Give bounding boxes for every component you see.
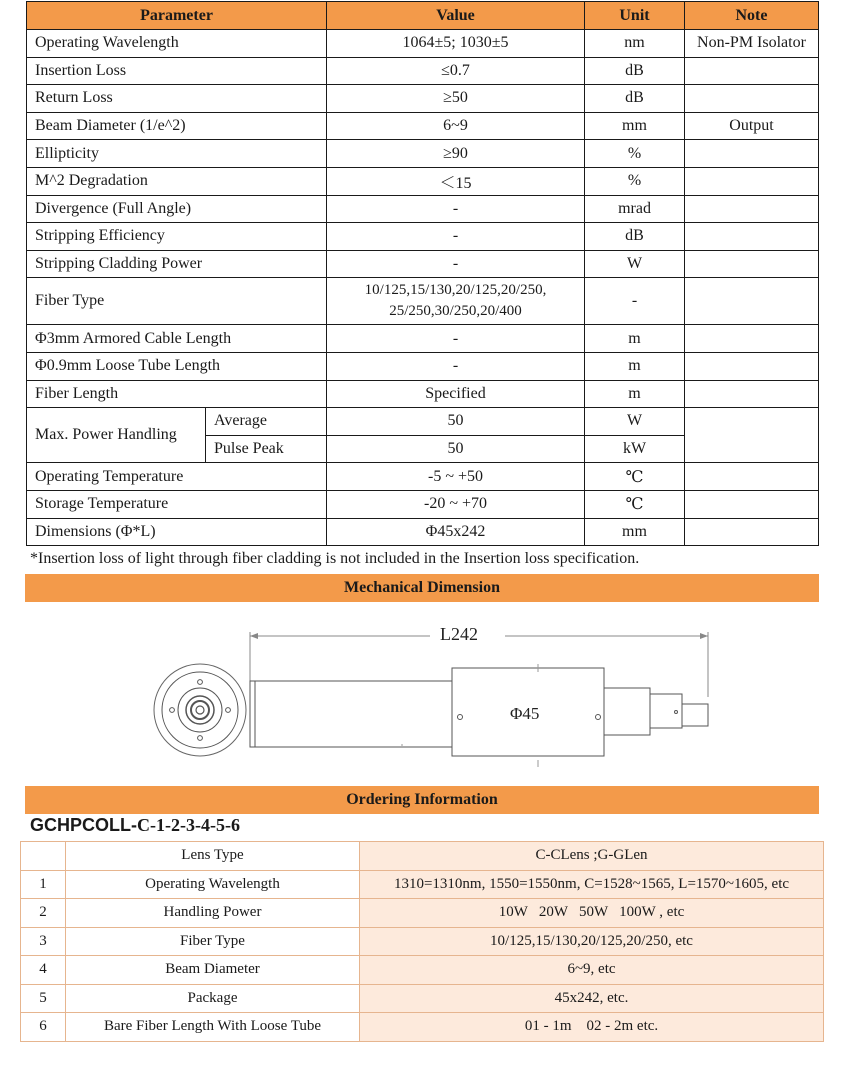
note-cell <box>685 518 819 546</box>
order-num-cell: 2 <box>21 899 66 928</box>
value-cell: ≤0.7 <box>327 57 585 85</box>
table-row <box>21 927 824 956</box>
table-row <box>27 167 819 195</box>
footnote: *Insertion loss of light through fiber cladding is not included in the Insertion loss specification. <box>30 550 640 567</box>
order-value-cell: 10/125,15/130,20/125,20/250, etc <box>360 927 824 956</box>
spec-header-row <box>27 2 819 30</box>
table-row <box>21 899 824 928</box>
value-cell: -5 ~ +50 <box>327 463 585 491</box>
note-cell <box>685 140 819 168</box>
param-cell: Insertion Loss <box>27 57 327 85</box>
table-row <box>21 1013 824 1042</box>
table-row <box>27 112 819 140</box>
value-cell: - <box>327 195 585 223</box>
order-num-cell <box>21 842 66 871</box>
mechanical-dimension-title: Mechanical Dimension <box>344 579 500 596</box>
param-cell: Divergence (Full Angle) <box>27 195 327 223</box>
note-cell <box>685 223 819 251</box>
table-row <box>27 408 819 436</box>
unit-cell: m <box>585 352 685 380</box>
table-row <box>27 85 819 113</box>
value-cell <box>327 278 585 325</box>
table-row <box>27 490 819 518</box>
mechanical-drawing <box>140 612 740 782</box>
note-cell <box>685 408 819 463</box>
unit-cell: dB <box>585 85 685 113</box>
note-cell <box>685 278 819 325</box>
order-value-cell: 10W 20W 50W 100W , etc <box>360 899 824 928</box>
value-cell: - <box>327 223 585 251</box>
unit-cell: ℃ <box>585 490 685 518</box>
unit-cell: m <box>585 325 685 353</box>
header-unit: Unit <box>585 2 685 30</box>
table-row <box>27 250 819 278</box>
table-row <box>27 380 819 408</box>
mechanical-dimension-bar <box>25 574 819 602</box>
order-code <box>30 815 240 836</box>
table-row <box>21 842 824 871</box>
fiber-type-line-1: 10/125,15/130,20/125,20/250, <box>364 282 547 299</box>
value-cell: ≥50 <box>327 85 585 113</box>
unit-cell: mrad <box>585 195 685 223</box>
note-cell <box>685 380 819 408</box>
length-label: L242 <box>440 624 478 644</box>
order-name-cell: Handling Power <box>66 899 360 928</box>
table-row <box>27 223 819 251</box>
order-name-cell: Operating Wavelength <box>66 870 360 899</box>
note-cell <box>685 463 819 491</box>
value-cell: ≥90 <box>327 140 585 168</box>
order-value-cell: C-CLens ;G-GLen <box>360 842 824 871</box>
ordering-table <box>20 841 824 1042</box>
param-cell: Beam Diameter (1/e^2) <box>27 112 327 140</box>
param-cell: Φ0.9mm Loose Tube Length <box>27 352 327 380</box>
order-num-cell: 6 <box>21 1013 66 1042</box>
param-cell: Return Loss <box>27 85 327 113</box>
unit-cell: ℃ <box>585 463 685 491</box>
value-cell: 50 <box>327 408 585 436</box>
table-row <box>27 140 819 168</box>
order-num-cell: 3 <box>21 927 66 956</box>
param-cell: Stripping Efficiency <box>27 223 327 251</box>
header-value: Value <box>327 2 585 30</box>
note-cell <box>685 85 819 113</box>
table-row <box>27 325 819 353</box>
value-cell: - <box>327 352 585 380</box>
spec-table <box>26 1 819 546</box>
value-cell: ＜15 <box>327 167 585 195</box>
order-value-cell: 6~9, etc <box>360 956 824 985</box>
param-cell: Dimensions (Φ*L) <box>27 518 327 546</box>
value-cell: Φ45x242 <box>327 518 585 546</box>
note-cell <box>685 352 819 380</box>
unit-cell: % <box>585 140 685 168</box>
param-cell: Fiber Type <box>27 278 327 325</box>
table-row <box>27 278 819 325</box>
order-name-cell: Lens Type <box>66 842 360 871</box>
end-view <box>154 664 246 756</box>
param-cell: Operating Temperature <box>27 463 327 491</box>
order-code-suffix: C-1-2-3-4-5-6 <box>137 815 240 835</box>
fiber-type-line-2: 25/250,30/250,20/400 <box>389 303 522 320</box>
order-code-prefix: GCHPCOLL- <box>30 815 137 835</box>
table-row <box>21 984 824 1013</box>
param-cell: Max. Power Handling <box>27 408 206 463</box>
sub-param-cell: Average <box>206 408 327 436</box>
note-cell <box>685 490 819 518</box>
param-cell: Ellipticity <box>27 140 327 168</box>
param-cell: Fiber Length <box>27 380 327 408</box>
unit-cell: dB <box>585 223 685 251</box>
note-cell <box>685 167 819 195</box>
param-cell: Operating Wavelength <box>27 30 327 58</box>
table-row <box>27 57 819 85</box>
param-cell: Stripping Cladding Power <box>27 250 327 278</box>
value-cell: 50 <box>327 435 585 463</box>
note-cell <box>685 250 819 278</box>
unit-cell: % <box>585 167 685 195</box>
ordering-info-title: Ordering Information <box>346 791 498 808</box>
note-cell <box>685 195 819 223</box>
value-cell: 1064±5; 1030±5 <box>327 30 585 58</box>
unit-cell: mm <box>585 518 685 546</box>
note-cell: Output <box>685 112 819 140</box>
value-cell: Specified <box>327 380 585 408</box>
order-num-cell: 5 <box>21 984 66 1013</box>
unit-cell: W <box>585 408 685 436</box>
note-cell <box>685 325 819 353</box>
table-row <box>21 870 824 899</box>
table-row <box>27 463 819 491</box>
param-cell: M^2 Degradation <box>27 167 327 195</box>
sub-param-cell: Pulse Peak <box>206 435 327 463</box>
unit-cell: m <box>585 380 685 408</box>
order-num-cell: 4 <box>21 956 66 985</box>
unit-cell: mm <box>585 112 685 140</box>
note-cell: Non-PM Isolator <box>685 30 819 58</box>
order-value-cell: 1310=1310nm, 1550=1550nm, C=1528~1565, L=1570~1605, etc <box>360 870 824 899</box>
side-view <box>250 632 708 767</box>
order-name-cell: Fiber Type <box>66 927 360 956</box>
unit-cell: dB <box>585 57 685 85</box>
order-name-cell: Beam Diameter <box>66 956 360 985</box>
order-name-cell: Package <box>66 984 360 1013</box>
param-cell: Storage Temperature <box>27 490 327 518</box>
value-cell: -20 ~ +70 <box>327 490 585 518</box>
table-row <box>27 518 819 546</box>
order-value-cell: 01 - 1m 02 - 2m etc. <box>360 1013 824 1042</box>
order-num-cell: 1 <box>21 870 66 899</box>
unit-cell: - <box>585 278 685 325</box>
value-cell: 6~9 <box>327 112 585 140</box>
ordering-info-bar <box>25 786 819 814</box>
table-row <box>27 352 819 380</box>
order-value-cell: 45x242, etc. <box>360 984 824 1013</box>
table-row <box>27 30 819 58</box>
diameter-label: Φ45 <box>510 704 540 723</box>
param-cell: Φ3mm Armored Cable Length <box>27 325 327 353</box>
unit-cell: W <box>585 250 685 278</box>
order-name-cell: Bare Fiber Length With Loose Tube <box>66 1013 360 1042</box>
value-cell: - <box>327 325 585 353</box>
unit-cell: kW <box>585 435 685 463</box>
table-row <box>21 956 824 985</box>
table-row <box>27 195 819 223</box>
header-note: Note <box>685 2 819 30</box>
header-parameter: Parameter <box>27 2 327 30</box>
unit-cell: nm <box>585 30 685 58</box>
note-cell <box>685 57 819 85</box>
value-cell: - <box>327 250 585 278</box>
